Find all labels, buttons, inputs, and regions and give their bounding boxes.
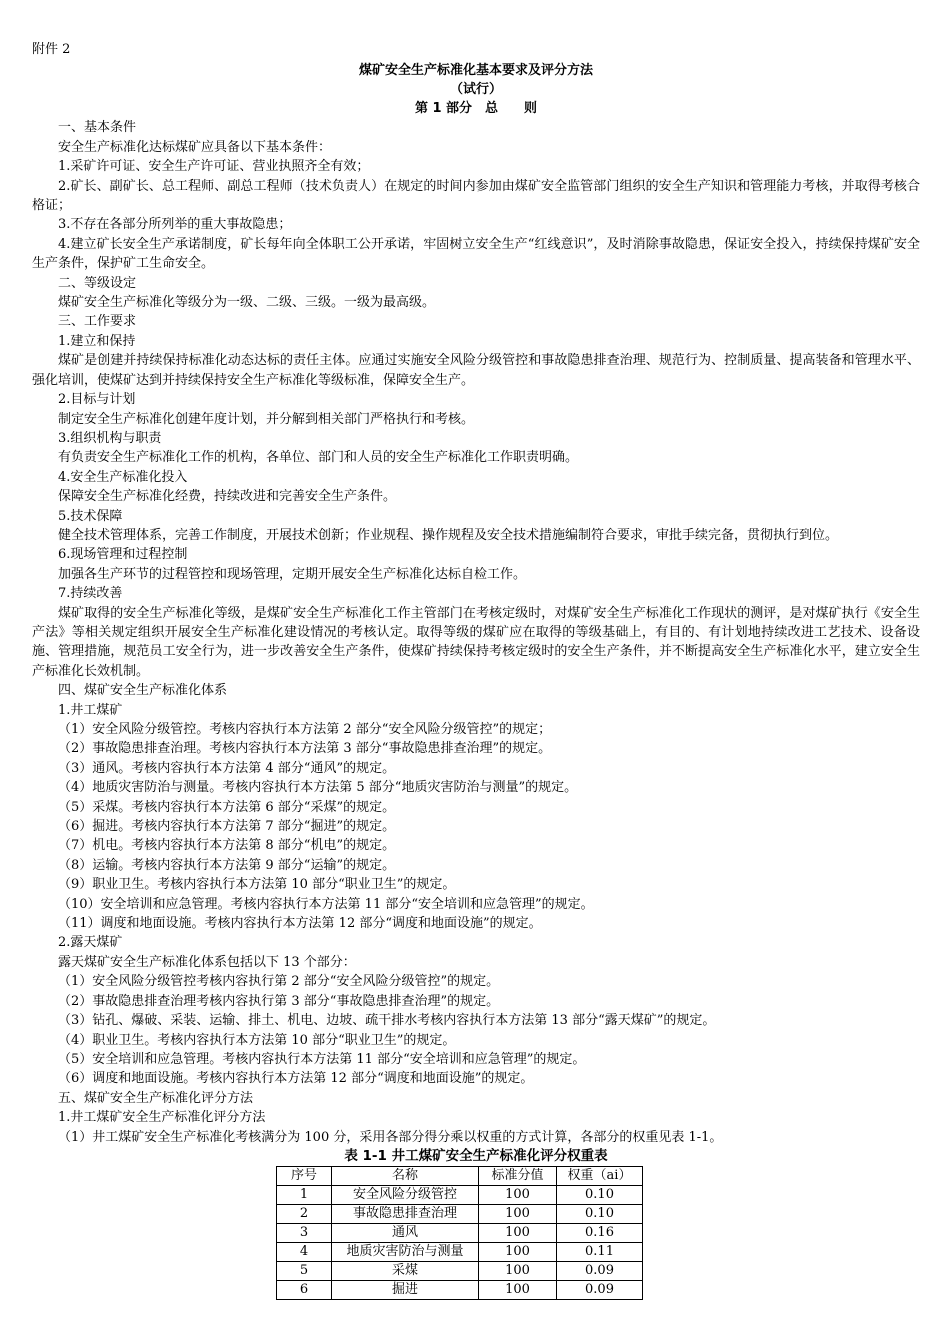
- paragraph: （5）安全培训和应急管理。考核内容执行本方法第 11 部分“安全培训和应急管理”的规定。: [58, 1051, 586, 1067]
- header-score: 标准分值: [479, 1166, 557, 1185]
- cell-name: 通风: [332, 1223, 479, 1242]
- paragraph: （9）职业卫生。考核内容执行本方法第 10 部分“职业卫生”的规定。: [58, 877, 456, 893]
- paragraph: 保障安全生产标准化经费，持续改进和完善安全生产条件。: [58, 489, 397, 505]
- paragraph: 1.井工煤矿安全生产标准化评分方法: [58, 1110, 266, 1126]
- cell-score: 100: [479, 1261, 557, 1280]
- paragraph: （2）事故隐患排查治理。考核内容执行本方法第 3 部分“事故隐患排查治理”的规定。: [58, 741, 552, 757]
- table-row: [277, 1223, 643, 1242]
- paragraph: 加强各生产环节的过程管控和现场管理，定期开展安全生产标准化达标自检工作。: [58, 566, 527, 582]
- cell-score: 100: [479, 1204, 557, 1223]
- table-row: [277, 1280, 643, 1299]
- paragraph: （4）地质灾害防治与测量。考核内容执行本方法第 5 部分“地质灾害防治与测量”的规定。: [58, 780, 578, 796]
- paragraph: 6.现场管理和过程控制: [58, 547, 188, 563]
- document-subtitle: （试行）: [449, 82, 502, 98]
- cell-name: 地质灾害防治与测量: [332, 1242, 479, 1261]
- paragraph: 1.井工煤矿: [58, 702, 123, 718]
- paragraph: （11）调度和地面设施。考核内容执行本方法第 12 部分“调度和地面设施”的规定。: [58, 916, 542, 932]
- header-weight: 权重（ai）: [557, 1166, 643, 1185]
- cell-index: 1: [277, 1185, 332, 1204]
- paragraph: 1.采矿许可证、安全生产许可证、营业执照齐全有效；: [58, 159, 370, 175]
- cell-name: 掘进: [332, 1280, 479, 1299]
- cell-weight: 0.09: [557, 1261, 643, 1280]
- paragraph: （3）钻孔、爆破、采装、运输、排土、机电、边坡、疏干排水考核内容执行本方法第 13 部分“露天煤矿”的规定。: [58, 1013, 716, 1029]
- body-text: [32, 118, 920, 1147]
- cell-name: 安全风险分级管控: [332, 1185, 479, 1204]
- table-body: [277, 1185, 643, 1299]
- paragraph: 安全生产标准化达标煤矿应具备以下基本条件：: [58, 139, 332, 155]
- paragraph: 露天煤矿安全生产标准化体系包括以下 13 个部分：: [58, 954, 356, 970]
- cell-score: 100: [479, 1242, 557, 1261]
- cell-name: 事故隐患排查治理: [332, 1204, 479, 1223]
- cell-score: 100: [479, 1280, 557, 1299]
- cell-score: 100: [479, 1185, 557, 1204]
- paragraph: 三、工作要求: [58, 314, 137, 330]
- paragraph: （10）安全培训和应急管理。考核内容执行本方法第 11 部分“安全培训和应急管理”的规定。: [58, 896, 594, 912]
- document-page: [32, 40, 920, 1300]
- paragraph: 2.矿长、副矿长、总工程师、副总工程师（技术负责人）在规定的时间内参加由煤矿安全监管部门组织的安全生产知识和管理能力考核，并取得考核合格证；: [32, 178, 920, 214]
- document-title: 煤矿安全生产标准化基本要求及评分方法: [358, 63, 593, 79]
- cell-index: 3: [277, 1223, 332, 1242]
- paragraph: （1）安全风险分级管控考核内容执行第 2 部分“安全风险分级管控”的规定。: [58, 974, 500, 990]
- paragraph: 煤矿是创建并持续保持标准化动态达标的责任主体。应通过实施安全风险分级管控和事故隐患排查治理、规范行为、控制质量、提高装备和管理水平、强化培训，使煤矿达到并持续保持安全生产标准化等级标准，保障安全生产。: [32, 353, 920, 388]
- paragraph: 煤矿取得的安全生产标准化等级，是煤矿安全生产标准化工作主管部门在考核定级时，对煤矿安全生产标准化工作现状的测评，是对煤矿执行《安全生产法》等相关规定组织开展安全生产标准化建设情况的考核认定。取得等级的煤矿应在取得的等级基础上，有目的、有计划地持续改进工艺技术、设备设施、管理措施，规范员工安全行为，进一步改善安全生产条件，使煤矿持续保持考核定级时的安全生产条件，并不断提高安全生产标准化水平，建立安全生产标准化长效机制。: [32, 605, 920, 679]
- paragraph: 2.露天煤矿: [58, 935, 123, 951]
- paragraph: （7）机电。考核内容执行本方法第 8 部分“机电”的规定。: [58, 838, 396, 854]
- cell-name: 采煤: [332, 1261, 479, 1280]
- cell-weight: 0.16: [557, 1223, 643, 1242]
- paragraph: 煤矿安全生产标准化等级分为一级、二级、三级。一级为最高级。: [58, 295, 436, 311]
- cell-weight: 0.11: [557, 1242, 643, 1261]
- header-name: 名称: [332, 1166, 479, 1185]
- paragraph: 二、等级设定: [58, 275, 137, 291]
- part-heading: 第 1 部分 总 则: [414, 101, 538, 117]
- table-caption: 表 1-1 井工煤矿安全生产标准化评分权重表: [344, 1147, 608, 1164]
- table-row: [277, 1242, 643, 1261]
- cell-score: 100: [479, 1223, 557, 1242]
- paragraph: （1）安全风险分级管控。考核内容执行本方法第 2 部分“安全风险分级管控”的规定；: [58, 722, 552, 737]
- paragraph: 4.安全生产标准化投入: [58, 469, 188, 485]
- weight-table: [276, 1166, 643, 1300]
- cell-index: 6: [277, 1280, 332, 1299]
- paragraph: （3）通风。考核内容执行本方法第 4 部分“通风”的规定。: [58, 760, 396, 776]
- paragraph: 有负责安全生产标准化工作的机构，各单位、部门和人员的安全生产标准化工作职责明确。: [58, 450, 579, 466]
- paragraph: 3.不存在各部分所列举的重大事故隐患；: [58, 217, 292, 233]
- table-header-row: [277, 1166, 643, 1185]
- cell-index: 5: [277, 1261, 332, 1280]
- cell-weight: 0.10: [557, 1185, 643, 1204]
- paragraph: （6）调度和地面设施。考核内容执行本方法第 12 部分“调度和地面设施”的规定。: [58, 1071, 534, 1087]
- paragraph: 健全技术管理体系，完善工作制度，开展技术创新；作业规程、操作规程及安全技术措施编制符合要求，审批手续完备，贯彻执行到位。: [58, 527, 839, 543]
- cell-weight: 0.09: [557, 1280, 643, 1299]
- paragraph: （1）井工煤矿安全生产标准化考核满分为 100 分，采用各部分得分乘以权重的方式计算，各部分的权重见表 1-1。: [58, 1129, 723, 1145]
- header-index: 序号: [277, 1166, 332, 1185]
- paragraph: （2）事故隐患排查治理考核内容执行第 3 部分“事故隐患排查治理”的规定。: [58, 993, 500, 1009]
- paragraph: 1.建立和保持: [58, 333, 136, 349]
- cell-weight: 0.10: [557, 1204, 643, 1223]
- paragraph: （8）运输。考核内容执行本方法第 9 部分“运输”的规定。: [58, 857, 396, 873]
- paragraph: （4）职业卫生。考核内容执行本方法第 10 部分“职业卫生”的规定。: [58, 1032, 456, 1048]
- paragraph: 五、煤矿安全生产标准化评分方法: [58, 1090, 254, 1106]
- paragraph: （6）掘进。考核内容执行本方法第 7 部分“掘进”的规定。: [58, 819, 396, 835]
- table-row: [277, 1204, 643, 1223]
- paragraph: 制定安全生产标准化创建年度计划，并分解到相关部门严格执行和考核。: [58, 411, 475, 427]
- attachment-label: 附件 2: [32, 42, 71, 57]
- paragraph: 7.持续改善: [58, 586, 123, 602]
- table-row: [277, 1261, 643, 1280]
- paragraph: 5.技术保障: [58, 508, 123, 524]
- paragraph: 四、煤矿安全生产标准化体系: [58, 683, 228, 699]
- paragraph: 4.建立矿长安全生产承诺制度，矿长每年向全体职工公开承诺，牢固树立安全生产“红线意识”，及时消除事故隐患，保证安全投入，持续保持煤矿安全生产条件，保护矿工生命安全。: [32, 236, 920, 272]
- cell-index: 4: [277, 1242, 332, 1261]
- paragraph: 2.目标与计划: [58, 392, 136, 408]
- paragraph: 一、基本条件: [58, 120, 137, 136]
- cell-index: 2: [277, 1204, 332, 1223]
- paragraph: 3.组织机构与职责: [58, 430, 162, 446]
- paragraph: （5）采煤。考核内容执行本方法第 6 部分“采煤”的规定。: [58, 799, 396, 815]
- table-row: [277, 1185, 643, 1204]
